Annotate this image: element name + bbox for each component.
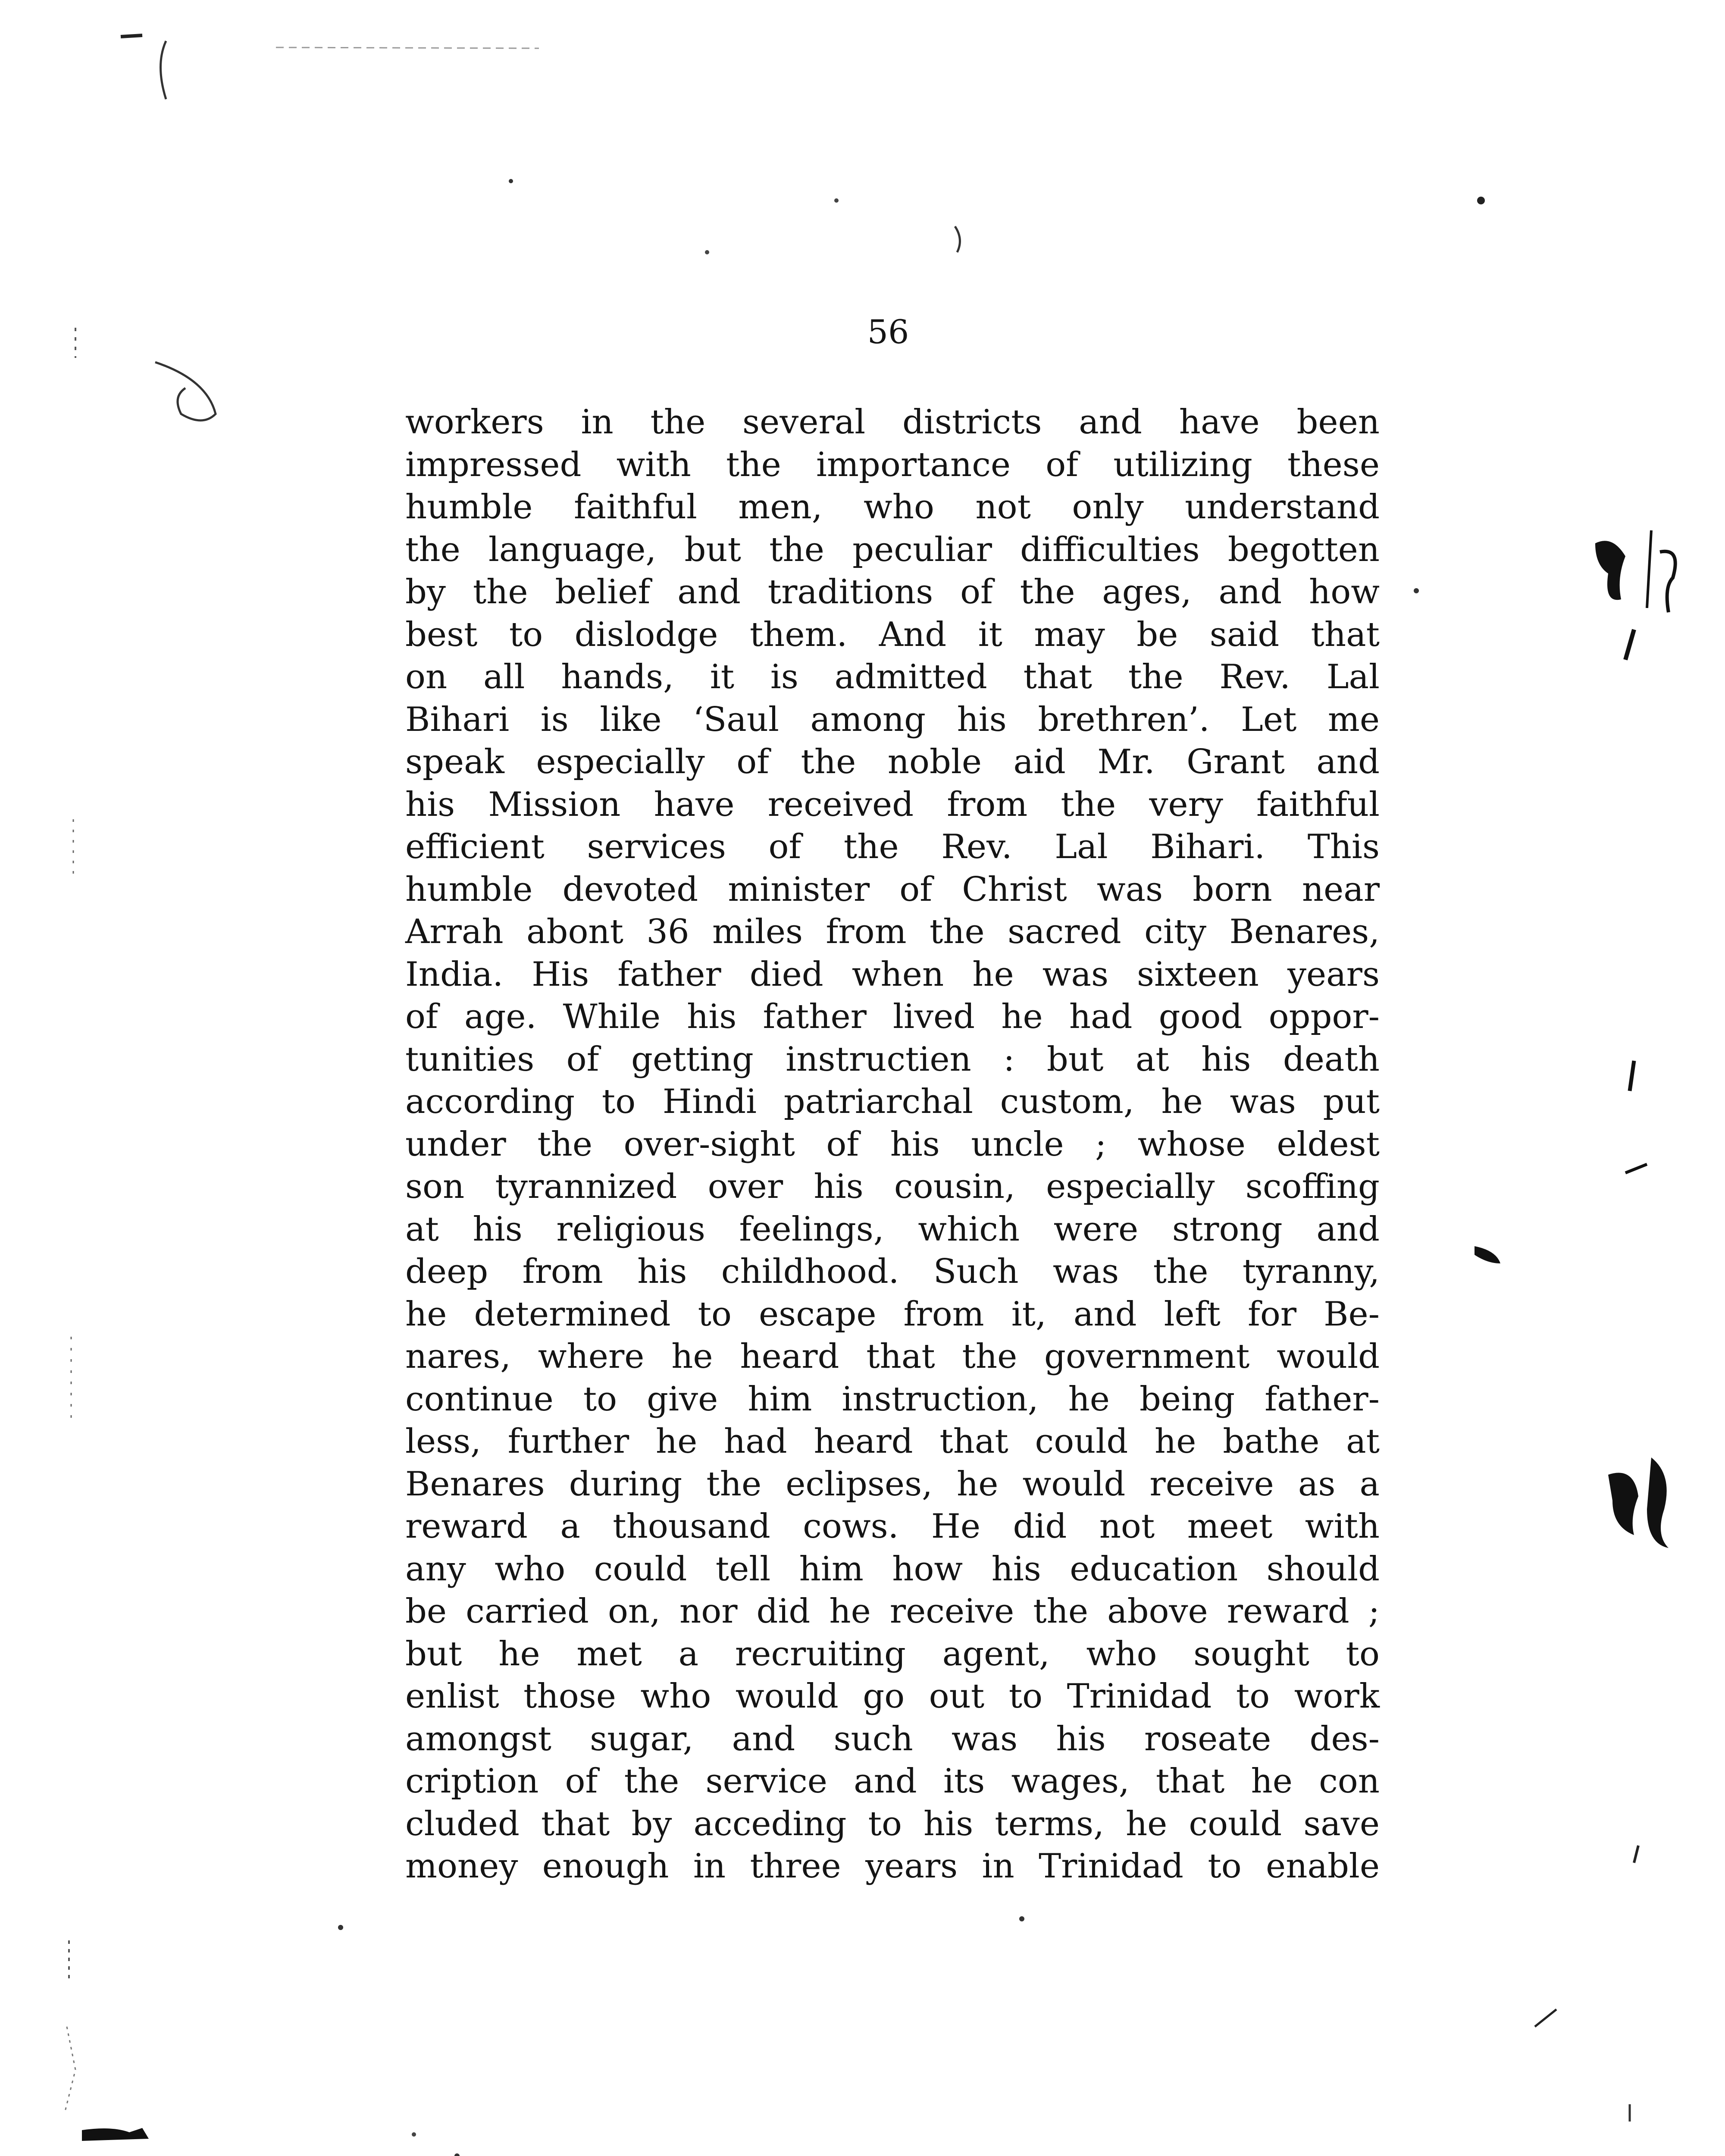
text-line: speak especially of the noble aid Mr. Grant and [405,743,1380,781]
text-line: reward a thousand cows. He did not meet with [405,1507,1380,1546]
text-line: less, further he had heard that could he bathe at [405,1422,1380,1461]
text-line: he determined to escape from it, and left for Be- [405,1294,1380,1334]
text-line: nares, where he heard that the government would [405,1337,1380,1376]
text-line: his Mission have received from the very faithful [405,785,1380,824]
text-line: on all hands, it is admitted that the Rev. Lal [405,658,1380,696]
text-line: humble faithful men, who not only understand [405,488,1380,526]
text-line: workers in the several districts and have been [405,403,1380,442]
text-line: enlist those who would go out to Trinidad to work [405,1677,1380,1716]
text-line: son tyrannized over his cousin, especially scoffing [405,1167,1380,1206]
text-line: cluded that by acceding to his terms, he could save [405,1804,1380,1843]
text-line: cription of the service and its wages, that he con [405,1762,1380,1801]
text-line: under the over-sight of his uncle ; whose eldest [405,1125,1380,1164]
text-line: any who could tell him how his education should [405,1549,1380,1589]
text-line: Arrah abont 36 miles from the sacred city Benares, [405,912,1380,951]
text-line: impressed with the importance of utilizing these [405,445,1380,484]
text-line: at his religious feelings, which were strong and [405,1210,1380,1249]
text-line: Bihari is like ‘Saul among his brethren’. Let me [405,700,1380,739]
text-line: tunities of getting instructien : but at his death [405,1040,1380,1079]
text-line: the language, but the peculiar difficulties begotten [405,530,1380,569]
text-line: continue to give him instruction, he being father- [405,1379,1380,1419]
text-line: India. His father died when he was sixteen years [405,955,1380,994]
text-line: best to dislodge them. And it may be said that [405,615,1380,654]
page-number: 56 [867,313,909,351]
text-line: Benares during the eclipses, he would receive as a [405,1464,1380,1504]
text-line: money enough in three years in Trinidad to enable [405,1847,1380,1886]
text-line: of age. While his father lived he had good oppor- [405,997,1380,1036]
text-line: according to Hindi patriarchal custom, he was put [405,1082,1380,1121]
text-line: but he met a recruiting agent, who sought to [405,1634,1380,1673]
text-line: be carried on, nor did he receive the above reward ; [405,1592,1380,1631]
text-line: deep from his childhood. Such was the tyranny, [405,1252,1380,1291]
body-text [405,401,1380,1888]
text-line: amongst sugar, and such was his roseate des- [405,1719,1380,1758]
text-line: efficient services of the Rev. Lal Bihari. This [405,827,1380,866]
text-line: by the belief and traditions of the ages, and how [405,573,1380,611]
text-line: humble devoted minister of Christ was born near [405,870,1380,909]
